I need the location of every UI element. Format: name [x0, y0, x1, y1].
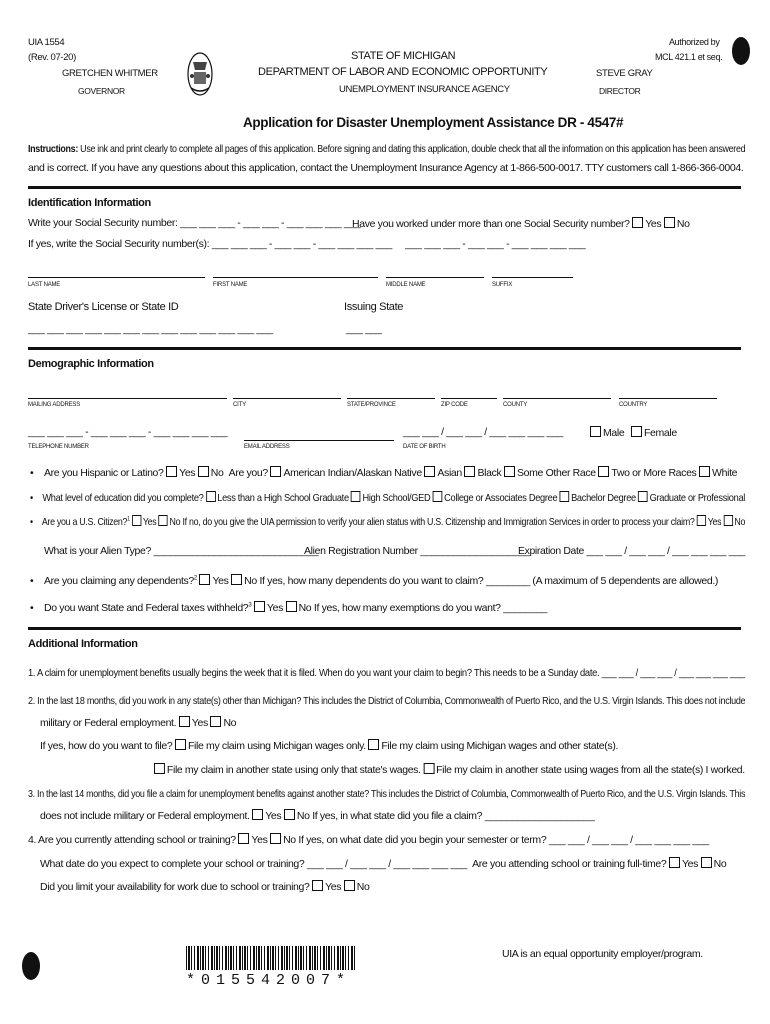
- department-name: DEPARTMENT OF LABOR AND ECONOMIC OPPORTUNITY: [258, 66, 548, 78]
- dob-caption: DATE OF BIRTH: [403, 444, 446, 450]
- last-name-field[interactable]: [28, 277, 205, 278]
- multi-ssn-field-2[interactable]: ___ ___ ___ - ___ ___ - ___ ___ ___ ___: [405, 238, 586, 250]
- citizen-footnote: 1: [127, 516, 130, 523]
- q2-opt2-label: File my claim using Michigan wages and other state(s).: [381, 740, 619, 752]
- q3-yes-checkbox[interactable]: [252, 809, 263, 820]
- state-seal-icon: [186, 50, 214, 98]
- q2-how-label: If yes, how do you want to file?: [40, 740, 173, 752]
- taxes-question: Do you want State and Federal taxes withheld?: [44, 602, 249, 614]
- state-province-caption: STATE/PROVINCE: [347, 402, 396, 408]
- instructions-label: Instructions:: [28, 143, 79, 155]
- q4-no-checkbox[interactable]: [270, 833, 281, 844]
- barcode-image: [186, 946, 356, 970]
- q3-no-label: No: [296, 810, 310, 822]
- q4-fulltime-question: Are you attending school or training full-time?: [472, 858, 667, 870]
- race-2-checkbox[interactable]: [424, 466, 435, 477]
- question-2-more: [154, 763, 745, 776]
- county-field[interactable]: [503, 398, 611, 399]
- race-1-label: American Indian/Alaskan Native: [283, 467, 422, 479]
- edu-3-label: College or Associates Degree: [444, 492, 558, 504]
- question-2-line-1: 2. In the last 18 months, did you work in any state(s) other than Michigan? This includes the District of Columbia, Commonwealth of Puerto Rico, and the U.S. Virgin Islands. This does not include: [28, 695, 746, 707]
- hispanic-question: Are you Hispanic or Latino?: [44, 467, 164, 479]
- q3-yes-label: Yes: [265, 810, 282, 822]
- dob-field[interactable]: ___ ___ / ___ ___ / ___ ___ ___ ___: [403, 426, 563, 438]
- additional-heading: Additional Information: [28, 638, 138, 650]
- q2-opt3-label: File my claim in another state using only that state's wages.: [166, 764, 421, 776]
- question-4-complete: [40, 857, 726, 870]
- section-divider: [28, 347, 741, 350]
- ssn-label: Write your Social Security number:: [28, 217, 178, 229]
- edu-1-label: Less than a High School Graduate: [217, 492, 349, 504]
- dependents-row: • Are you claiming any dependents?$^2$ Yes No If yes, how many dependents do you want to claim? ________ (A maximum of 5 dependents are allowed.): [30, 575, 719, 587]
- q4-limit-yes-label: Yes: [325, 881, 342, 893]
- director-name: STEVE GRAY: [596, 68, 653, 79]
- race-4-label: Some Other Race: [517, 467, 596, 479]
- identification-heading: Identification Information: [28, 197, 151, 209]
- multi-ssn-yes-checkbox[interactable]: [632, 217, 643, 228]
- multi-ssn-no-label: No: [676, 218, 690, 230]
- q2-opt1-label: File my claim using Michigan wages only.: [187, 740, 366, 752]
- taxes-no-checkbox[interactable]: [286, 601, 297, 612]
- q2-opt4-checkbox[interactable]: [423, 763, 434, 774]
- taxes-no-label: No: [298, 602, 312, 614]
- hispanic-no-label: No: [210, 467, 224, 479]
- license-label: State Driver's License or State ID: [28, 301, 179, 313]
- ssn-field[interactable]: ___ ___ ___ - ___ ___ - ___ ___ ___ ___: [180, 217, 361, 229]
- race-5-label: Two or More Races: [611, 467, 697, 479]
- race-3-label: Black: [477, 467, 502, 479]
- q3-state-field[interactable]: If yes, in what state did you file a claim? ____________________: [312, 810, 595, 822]
- edu-2-checkbox[interactable]: [351, 491, 361, 502]
- race-2-label: Asian: [437, 467, 462, 479]
- question-1[interactable]: 1. A claim for unemployment benefits usually begins the week that it is filed. When do you want your claim to begin? This needs to be a Sunday date. ___ ___ / ___ ___ / ___ ___ ___ ___: [28, 667, 745, 679]
- taxes-follow-up[interactable]: If yes, how many exemptions do you want? ________: [313, 602, 548, 614]
- citizen-row: • Are you a U.S. Citizen?$^1$ Yes No If no, do you give the UIA permission to verify your alien status with U.S. Citizenship and Immigration Services in order to process your claim? Yes No: [30, 516, 746, 528]
- gender-options: [590, 426, 677, 439]
- edu-5-checkbox[interactable]: [638, 491, 648, 502]
- zip-caption: ZIP CODE: [441, 402, 468, 408]
- city-field[interactable]: [233, 398, 341, 399]
- q2-yes-checkbox[interactable]: [179, 716, 190, 727]
- dependents-no-checkbox[interactable]: [231, 574, 242, 585]
- demographic-heading: Demographic Information: [28, 358, 154, 370]
- citizen-yes-checkbox[interactable]: [132, 515, 141, 526]
- multi-ssn-row: [28, 238, 585, 250]
- mailing-address-field[interactable]: [28, 398, 227, 399]
- citizen-no-checkbox[interactable]: [159, 515, 168, 526]
- hispanic-yes-label: Yes: [179, 467, 196, 479]
- permission-no-checkbox[interactable]: [723, 515, 732, 526]
- registration-mark-top: [732, 37, 750, 65]
- edu-4-label: Bachelor Degree: [571, 492, 636, 504]
- zip-field[interactable]: [441, 398, 497, 399]
- q4-complete-date-field[interactable]: What date do you expect to complete your school or training? ___ ___ / ___ ___ / ___ ___ ___ ___: [40, 858, 467, 870]
- edu-4-checkbox[interactable]: [560, 491, 570, 502]
- q4-begin-date-field[interactable]: If yes, on what date did you begin your semester or term? ___ ___ / ___ ___ / ___ ___ ___ ___: [298, 834, 709, 846]
- question-2-text: military or Federal employment.: [40, 717, 177, 729]
- question-2-how: [40, 739, 618, 752]
- state-province-field[interactable]: [347, 398, 435, 399]
- race-5-checkbox[interactable]: [598, 466, 609, 477]
- race-3-checkbox[interactable]: [464, 466, 475, 477]
- citizen-yes-label: Yes: [142, 516, 157, 528]
- race-4-checkbox[interactable]: [504, 466, 515, 477]
- permission-no-label: No: [734, 516, 746, 528]
- taxes-yes-label: Yes: [266, 602, 283, 614]
- taxes-footnote: 3: [248, 602, 252, 609]
- female-checkbox[interactable]: [631, 426, 642, 437]
- dependents-question: Are you claiming any dependents?: [44, 575, 194, 587]
- question-2-line-2: [40, 716, 236, 729]
- q2-no-checkbox[interactable]: [210, 716, 221, 727]
- q4-yes-checkbox[interactable]: [238, 833, 249, 844]
- race-6-checkbox[interactable]: [699, 466, 710, 477]
- phone-field[interactable]: ___ ___ ___ - ___ ___ ___ - ___ ___ ___ ___: [28, 426, 228, 438]
- question-3-line-2: [40, 809, 595, 822]
- form-title: Application for Disaster Unemployment Assistance DR - 4547#: [243, 115, 624, 130]
- dependents-yes-checkbox[interactable]: [199, 574, 210, 585]
- license-field[interactable]: ___ ___ ___ ___ ___ ___ ___ ___ ___ ___ ___ ___ ___: [28, 323, 273, 335]
- country-caption: COUNTRY: [619, 402, 648, 408]
- middle-name-caption: MIDDLE NAME: [386, 282, 426, 288]
- q2-yes-label: Yes: [191, 717, 208, 729]
- barcode-number: *015542007*: [186, 972, 352, 989]
- q3-no-checkbox[interactable]: [284, 809, 295, 820]
- ssn-row: [28, 217, 360, 229]
- issuing-state-field[interactable]: ___ ___: [346, 323, 382, 335]
- q2-opt3-checkbox[interactable]: [154, 763, 165, 774]
- multi-ssn-yes-label: Yes: [645, 218, 662, 230]
- multi-ssn-question: [352, 217, 690, 230]
- governor-title: GOVERNOR: [78, 86, 125, 96]
- multi-ssn-label: If yes, write the Social Security number(s):: [28, 238, 210, 250]
- agency-name: UNEMPLOYMENT INSURANCE AGENCY: [339, 84, 510, 95]
- race-question: Are you?: [228, 467, 268, 479]
- dependents-follow-up[interactable]: If yes, how many dependents do you want to claim? ________ (A maximum of 5 dependents are allowed.): [259, 575, 719, 587]
- education-question: What level of education did you complete?: [42, 492, 204, 504]
- governor-name: GRETCHEN WHITMER: [62, 68, 158, 79]
- alien-type-field[interactable]: What is your Alien Type? ______________________________: [44, 545, 319, 557]
- suffix-caption: SUFFIX: [492, 282, 513, 288]
- education-row: • What level of education did you complete? Less than a High School Graduate High School/GED College or Associates Degree Bachelor Degree Graduate or Professional: [30, 492, 746, 504]
- q4-limit-yes-checkbox[interactable]: [312, 880, 323, 891]
- section-divider: [28, 627, 741, 630]
- male-label: Male: [603, 427, 625, 439]
- hispanic-race-row: • Are you Hispanic or Latino? Yes No Are you? American Indian/Alaskan Native Asian Black Some Other Race Two or More Races White: [30, 467, 738, 479]
- q2-opt2-checkbox[interactable]: [368, 739, 379, 750]
- q4-limit-question: Did you limit your availability for work due to school or training?: [40, 881, 310, 893]
- question-4: [28, 833, 709, 846]
- dependents-no-label: No: [244, 575, 257, 587]
- equal-opportunity-notice: UIA is an equal opportunity employer/program.: [502, 948, 703, 960]
- taxes-yes-checkbox[interactable]: [254, 601, 265, 612]
- hispanic-yes-checkbox[interactable]: [166, 466, 177, 477]
- q4-fulltime-yes-label: Yes: [681, 858, 699, 870]
- county-caption: COUNTY: [503, 402, 528, 408]
- permission-yes-checkbox[interactable]: [697, 515, 706, 526]
- question-3-line-1: 3. In the last 14 months, did you file a claim for unemployment benefits against another state? This includes the District of Columbia, Commonwealth of Puerto Rico, and the U.S. Virgin Islands. This: [28, 788, 746, 800]
- hispanic-no-checkbox[interactable]: [198, 466, 209, 477]
- telephone-caption: TELEPHONE NUMBER: [28, 444, 89, 450]
- edu-5-label: Graduate or Professional: [649, 492, 746, 504]
- edu-3-checkbox[interactable]: [433, 491, 443, 502]
- q4-limit-no-label: No: [356, 881, 370, 893]
- q4-limit-no-checkbox[interactable]: [344, 880, 355, 891]
- email-caption: EMAIL ADDRESS: [244, 444, 290, 450]
- q4-yes-label: Yes: [251, 834, 268, 846]
- q4-fulltime-no-label: No: [713, 858, 727, 870]
- first-name-field[interactable]: [213, 277, 378, 278]
- middle-name-field[interactable]: [386, 277, 484, 278]
- registration-mark-bottom: [22, 952, 40, 980]
- male-checkbox[interactable]: [590, 426, 601, 437]
- email-field[interactable]: [244, 440, 394, 441]
- dependents-footnote: 2: [193, 575, 197, 582]
- instructions-text-1: Use ink and print clearly to complete all pages of this application. Before signing and dating this application, double check that all the information on this application has been answered: [78, 143, 746, 155]
- taxes-row: • Do you want State and Federal taxes withheld?$^3$ Yes No If yes, how many exemptions do you want? ________: [30, 602, 548, 614]
- q2-no-label: No: [223, 717, 237, 729]
- section-divider: [28, 186, 741, 189]
- multi-ssn-no-checkbox[interactable]: [664, 217, 675, 228]
- race-1-checkbox[interactable]: [270, 466, 281, 477]
- q4-fulltime-yes-checkbox[interactable]: [669, 857, 680, 868]
- instructions-line-2: and is correct. If you have any questions about this application, contact the Unemployment Insurance Agency at 1-866-500-0017. TTY customers call 1-866-366-0004.: [28, 162, 744, 174]
- instructions-line-1: [28, 143, 745, 155]
- alien-registration-field[interactable]: Alien Registration Number ____________________: [304, 545, 531, 557]
- form-id: UIA 1554: [28, 37, 65, 48]
- suffix-field[interactable]: [492, 277, 573, 278]
- authority-line-2: MCL 421.1 et seq.: [655, 52, 723, 62]
- q2-opt4-label: File my claim in another state using wages from all the state(s) I worked.: [436, 764, 745, 776]
- citizen-question: Are you a U.S. Citizen?: [41, 516, 128, 528]
- q4-no-label: No: [283, 834, 296, 846]
- country-field[interactable]: [619, 398, 717, 399]
- female-label: Female: [643, 427, 677, 439]
- last-name-caption: LAST NAME: [28, 282, 61, 288]
- director-title: DIRECTOR: [599, 86, 641, 96]
- form-revision: (Rev. 07-20): [28, 52, 76, 63]
- edu-1-checkbox[interactable]: [206, 491, 216, 502]
- permission-yes-label: Yes: [707, 516, 722, 528]
- q4-text: 4. Are you currently attending school or training?: [28, 834, 236, 846]
- expiration-date-field[interactable]: Expiration Date ___ ___ / ___ ___ / ___ ___ ___ ___: [518, 545, 746, 557]
- mailing-address-caption: MAILING ADDRESS: [28, 402, 81, 408]
- question-4-limit: [40, 880, 370, 893]
- citizen-no-label: No: [169, 516, 181, 528]
- edu-2-label: High School/GED: [362, 492, 431, 504]
- multi-ssn-question-text: Have you worked under more than one Social Security number?: [352, 218, 630, 230]
- dependents-yes-label: Yes: [212, 575, 229, 587]
- city-caption: CITY: [233, 402, 246, 408]
- multi-ssn-field-1[interactable]: ___ ___ ___ - ___ ___ - ___ ___ ___ ___: [211, 238, 393, 250]
- citizen-permission-question: If no, do you give the UIA permission to verify your alien status with U.S. Citizenship and Immigration Services in order to process your claim?: [182, 516, 695, 528]
- state-name: STATE OF MICHIGAN: [351, 50, 456, 62]
- issuing-state-label: Issuing State: [344, 301, 404, 313]
- q4-fulltime-no-checkbox[interactable]: [701, 857, 712, 868]
- question-3-text: does not include military or Federal employment.: [40, 810, 250, 822]
- q2-opt1-checkbox[interactable]: [175, 739, 186, 750]
- race-6-label: White: [712, 467, 738, 479]
- first-name-caption: FIRST NAME: [213, 282, 248, 288]
- authority-line-1: Authorized by: [669, 37, 720, 47]
